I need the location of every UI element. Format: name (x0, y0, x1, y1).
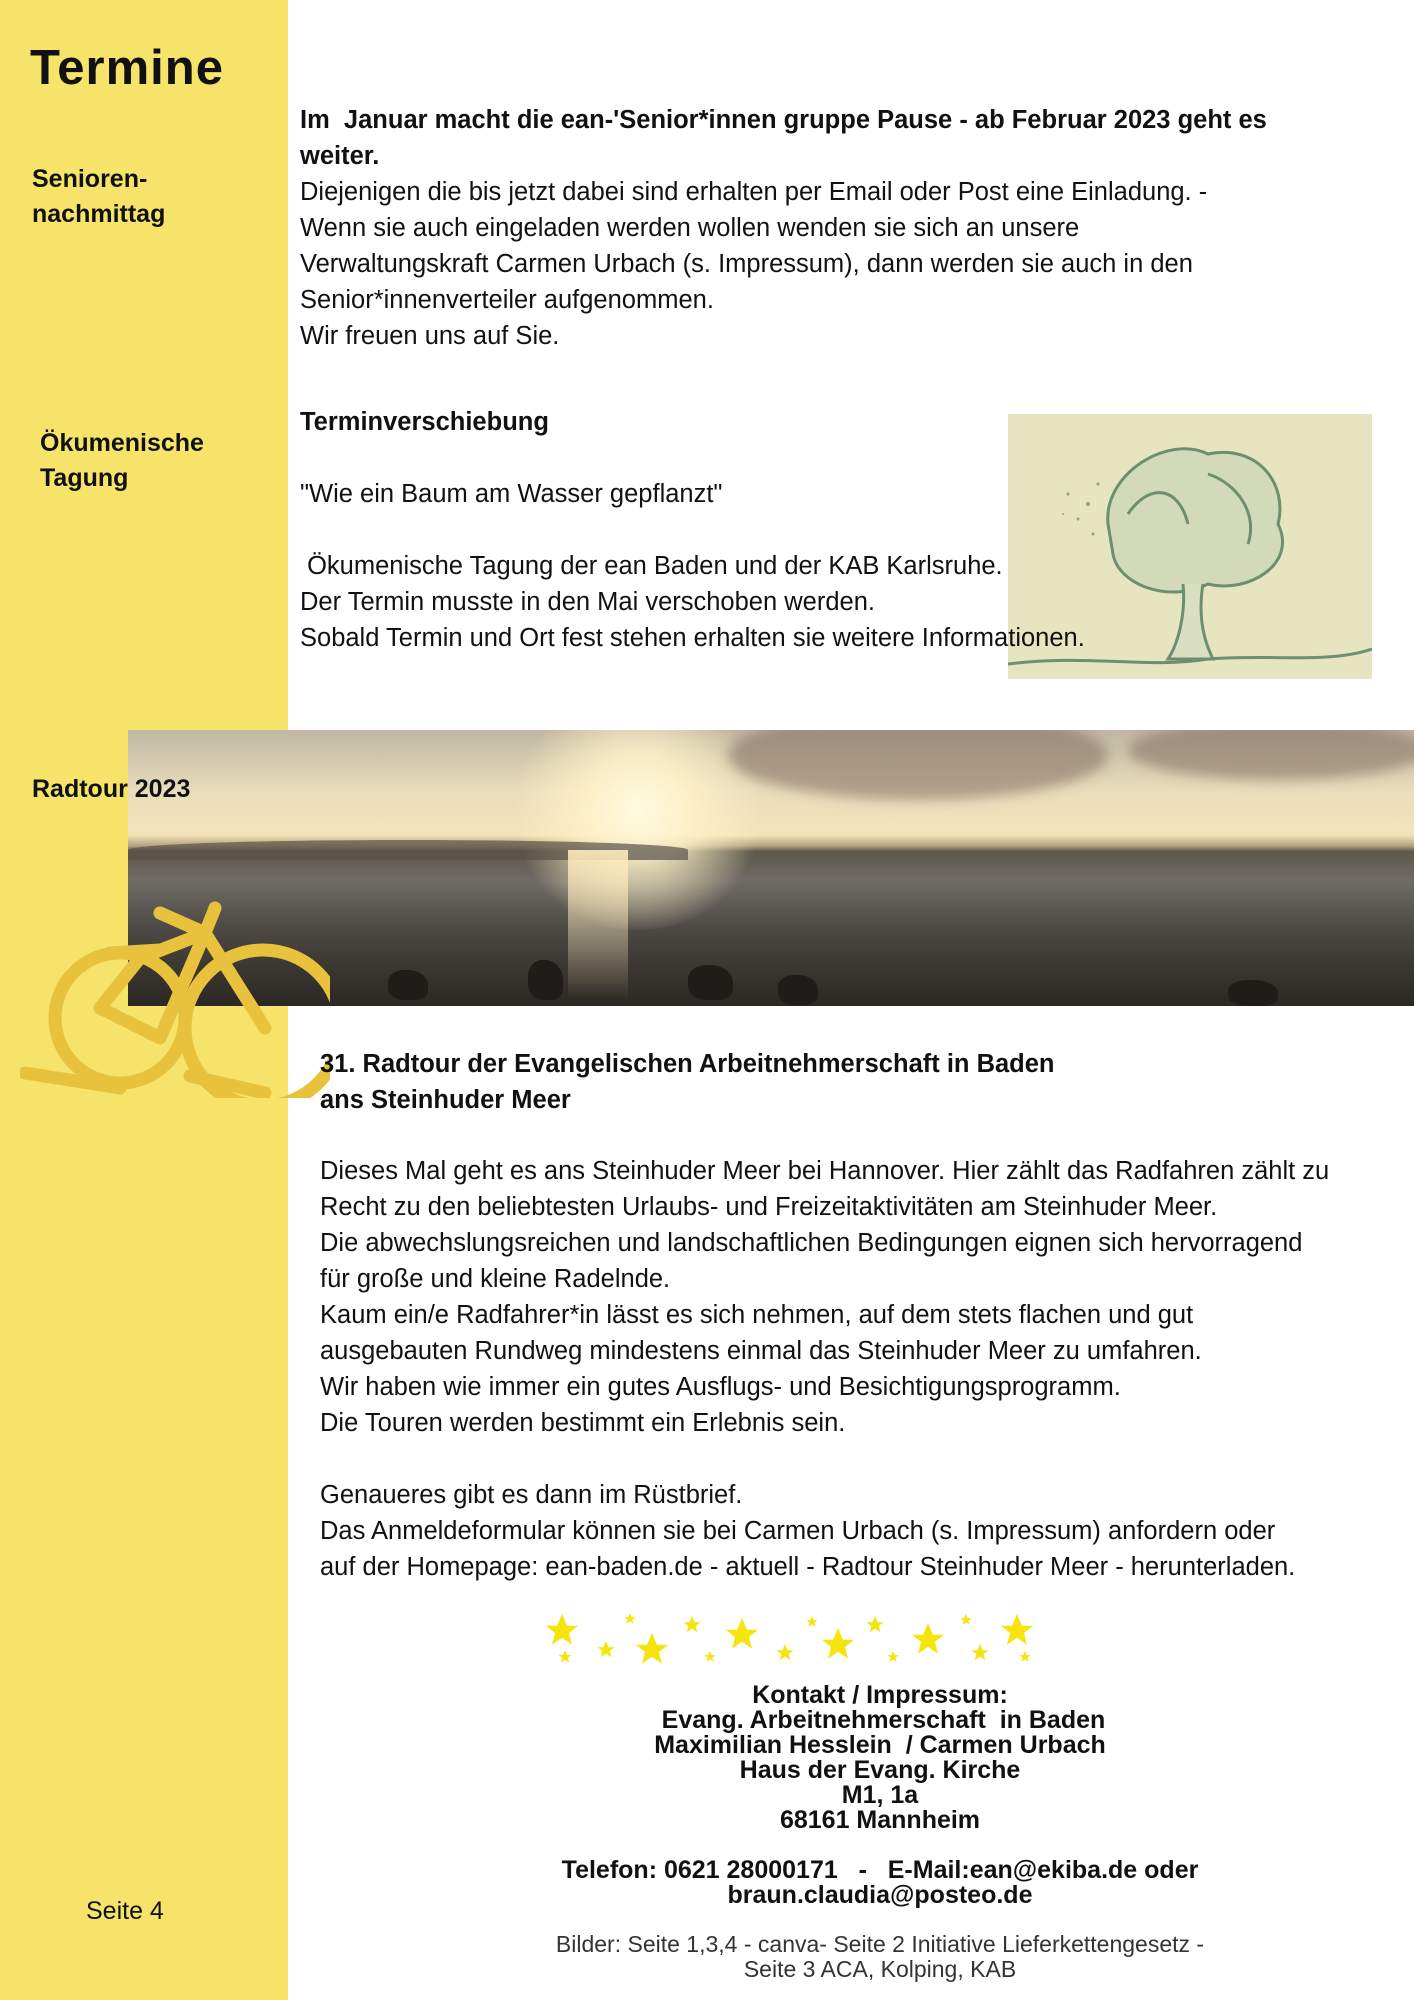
body-line: für große und kleine Radelnde. (320, 1265, 671, 1293)
star-icon (683, 1616, 700, 1632)
image-credits (430, 1932, 1330, 1982)
body-line: Die Touren werden bestimmt ein Erlebnis sein. (320, 1409, 846, 1437)
body-line: Diejenigen die bis jetzt dabei sind erhalten per Email oder Post eine Einladung. - (300, 178, 1208, 206)
star-icon (971, 1644, 988, 1660)
contact-phone-email (430, 1858, 1330, 1908)
star-icon (546, 1614, 578, 1645)
star-icon (597, 1641, 614, 1657)
body-line: Sobald Termin und Ort fest stehen erhalten sie weitere Informationen. (300, 624, 1085, 652)
phone-email-line: Telefon: 0621 28000171 - E-Mail:ean@ekiba.de oder (561, 1856, 1199, 1884)
body-line: Ökumenische Tagung der ean Baden und der KAB Karlsruhe. (300, 552, 1003, 580)
star-icon (1019, 1651, 1030, 1662)
star-icon (960, 1614, 971, 1625)
star-icon (558, 1650, 571, 1663)
senioren-headline: weiter. (300, 142, 380, 170)
radtour-headline-line: ans Steinhuder Meer (320, 1086, 571, 1114)
rock (528, 960, 563, 1000)
body-line: Recht zu den beliebtesten Urlaubs- und Freizeitaktivitäten am Steinhuder Meer. (320, 1193, 1218, 1221)
body-line: Senior*innenverteiler aufgenommen. (300, 286, 714, 314)
star-icon (1001, 1614, 1033, 1645)
section-label-senioren (32, 162, 165, 232)
tagung-headline: Terminverschiebung (300, 408, 549, 436)
credits-line: Bilder: Seite 1,3,4 - canva- Seite 2 Initiative Lieferkettengesetz - (555, 1931, 1205, 1957)
star-icon (776, 1644, 793, 1660)
section-label-tagung (40, 426, 204, 496)
body-line: Genaueres gibt es dann im Rüstbrief. (320, 1481, 743, 1509)
body-line: Verwaltungskraft Carmen Urbach (s. Impressum), dann werden sie auch in den (300, 250, 1193, 278)
contact-block (430, 1683, 1330, 1833)
email-link[interactable]: braun.claudia@posteo.de (727, 1881, 1033, 1909)
rock (688, 965, 733, 1000)
rock (388, 970, 428, 1000)
rock (778, 975, 818, 1005)
body-line: Wenn sie auch eingeladen werden wollen wenden sie sich an unsere (300, 214, 1080, 242)
contact-line: Evang. Arbeitnehmerschaft in Baden (654, 1706, 1106, 1734)
star-icon (704, 1651, 715, 1662)
contact-line: Maximilian Hesslein / Carmen Urbach (654, 1731, 1106, 1759)
body-line: Das Anmeldeformular können sie bei Carmen Urbach (s. Impressum) anfordern oder (320, 1517, 1276, 1545)
bicycle-icon (20, 878, 330, 1098)
contact-line: Haus der Evang. Kirche (739, 1756, 1021, 1784)
senioren-headline: Im Januar macht die ean-'Senior*innen gruppe Pause - ab Februar 2023 geht es (300, 106, 1267, 134)
cloud (728, 730, 1108, 800)
star-icon (636, 1633, 668, 1664)
body-line: Dieses Mal geht es ans Steinhuder Meer bei Hannover. Hier zählt das Radfahren zählt zu (320, 1157, 1330, 1185)
radtour-headline (320, 1046, 1055, 1118)
body-line: Wir freuen uns auf Sie. (300, 322, 560, 350)
label-line: nachmittag (32, 200, 166, 228)
contact-line: 68161 Mannheim (779, 1806, 981, 1834)
label-line: Tagung (40, 464, 129, 492)
star-icon (624, 1613, 635, 1624)
label-line: Senioren- (32, 165, 148, 193)
tagung-quote: "Wie ein Baum am Wasser gepflanzt" (300, 480, 723, 508)
star-icon (822, 1628, 854, 1659)
rock (1228, 980, 1278, 1006)
senioren-content (300, 102, 1267, 354)
section-label-radtour: Radtour 2023 (32, 775, 191, 803)
contact-line: M1, 1a (841, 1781, 919, 1809)
body-line: Der Termin musste in den Mai verschoben werden. (300, 588, 875, 616)
star-icon (866, 1616, 883, 1632)
sun-glare (568, 850, 628, 1000)
star-icon (912, 1623, 944, 1654)
tagung-content (300, 404, 1085, 656)
page-title: Termine (30, 41, 224, 95)
star-icon (806, 1616, 817, 1627)
credits-line: Seite 3 ACA, Kolping, KAB (743, 1956, 1017, 1982)
body-line: Kaum ein/e Radfahrer*in lässt es sich nehmen, auf dem stets flachen und gut (320, 1301, 1194, 1329)
star-icon (887, 1651, 898, 1662)
body-line: Die abwechslungsreichen und landschaftlichen Bedingungen eignen sich hervorragend (320, 1229, 1303, 1257)
label-line: Ökumenische (40, 429, 204, 457)
body-line: Wir haben wie immer ein gutes Ausflugs- und Besichtigungsprogramm. (320, 1373, 1121, 1401)
homepage-line: auf der Homepage: ean-baden.de - aktuell - Radtour Steinhuder Meer - herunterladen. (320, 1553, 1296, 1581)
star-icon (726, 1618, 758, 1649)
contact-line: Kontakt / Impressum: (752, 1681, 1008, 1709)
stars-decoration (520, 1595, 1120, 1670)
page-number: Seite 4 (86, 1897, 164, 1925)
radtour-headline-line: 31. Radtour der Evangelischen Arbeitnehmerschaft in Baden (320, 1050, 1055, 1078)
cloud (1128, 730, 1414, 780)
body-line: ausgebauten Rundweg mindestens einmal das Steinhuder Meer zu umfahren. (320, 1337, 1202, 1365)
radtour-body (320, 1153, 1329, 1585)
